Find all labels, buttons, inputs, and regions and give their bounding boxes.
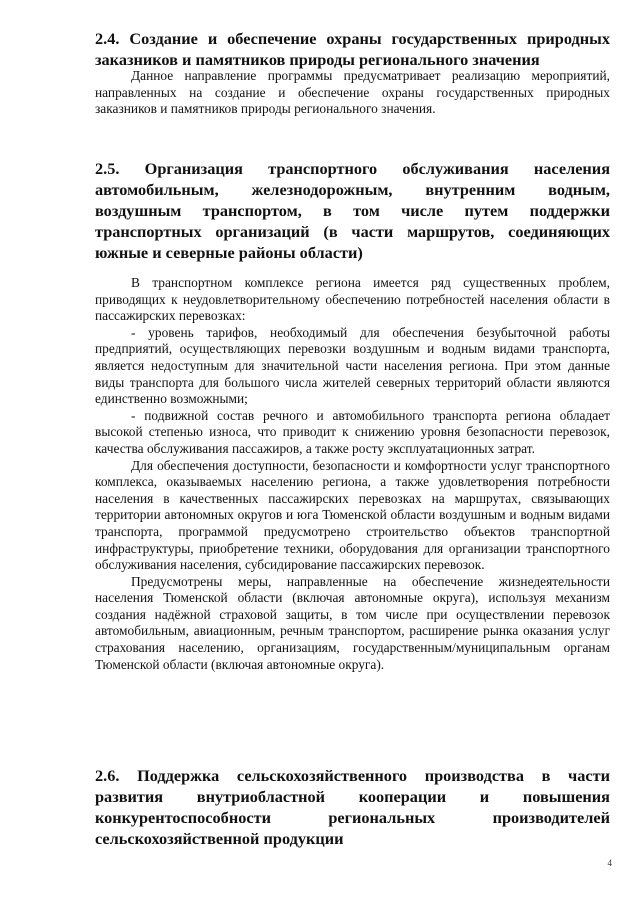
section-2-4-paragraph: Данное направление программы предусматривает реализацию мероприятий, направленных на создание и обеспечение охраны государственных природных заказников и памятников природы регионального значения. <box>95 68 610 117</box>
section-2-5-heading: 2.5. Организация транспортного обслуживания населения автомобильным, железнодорожным, внутренним водным, воздушным транспортом, в том числе путем поддержки транспортных организаций (в части маршрутов, соединяющих южные и северные районы области) <box>95 159 610 262</box>
section-2-5-paragraph-tariffs: - уровень тарифов, необходимый для обеспечения безубыточной работы предприятий, осуществляющих перевозки воздушным и водным видами транспорта, является недоступным для значительной части населения региона. При этом данные виды транспорта для большого числа жителей северных территорий области являются единственно возможными; <box>95 324 610 407</box>
section-2-5-body <box>95 275 610 673</box>
section-2-5-paragraph-insurance: Предусмотрены меры, направленные на обеспечение жизнедеятельности населения Тюменской области (включая автономные округа), используя механизм создания надёжной страховой защиты, в том числе при осуществлении перевозок автомобильным, авиационным, речным транспортом, расширение рынка оказания услуг страхования населению, организациям, государственным/муниципальным органам Тюменской области (включая автономные округа). <box>95 573 610 672</box>
section-2-5-paragraph-intro: В транспортном комплексе региона имеется ряд существенных проблем, приводящих к неудовлетворительному обеспечению потребностей населения области в пассажирских перевозках: <box>95 275 610 324</box>
section-2-5-paragraph-measures: Для обеспечения доступности, безопасности и комфортности услуг транспортного комплекса, оказываемых населению региона, а также удовлетворения потребности населения в качественных пассажирских перевозках на маршрутах, связывающих территории автономных округов и юга Тюменской области воздушным и водным видами транспорта, программой предусмотрено строительство объектов транспортной инфраструктуры, приобретение техники, оборудования для организации транспортного обслуживания населения, субсидирование пассажирских перевозок. <box>95 457 610 573</box>
section-2-6-heading: 2.6. Поддержка сельскохозяйственного производства в части развития внутриобластной кооперации и повышения конкурентоспособности региональных производителей сельскохозяйственной продукции <box>95 766 610 848</box>
section-2-4-heading: 2.4. Создание и обеспечение охраны государственных природных заказников и памятников природы регионального значения <box>95 29 610 69</box>
page-number: 4 <box>607 858 612 868</box>
section-2-5-paragraph-rolling-stock: - подвижной состав речного и автомобильного транспорта региона обладает высокой степенью износа, что приводит к снижению уровня безопасности перевозок, качества обслуживания пассажиров, а также росту эксплуатационных затрат. <box>95 407 610 456</box>
section-2-4-body <box>95 68 610 118</box>
